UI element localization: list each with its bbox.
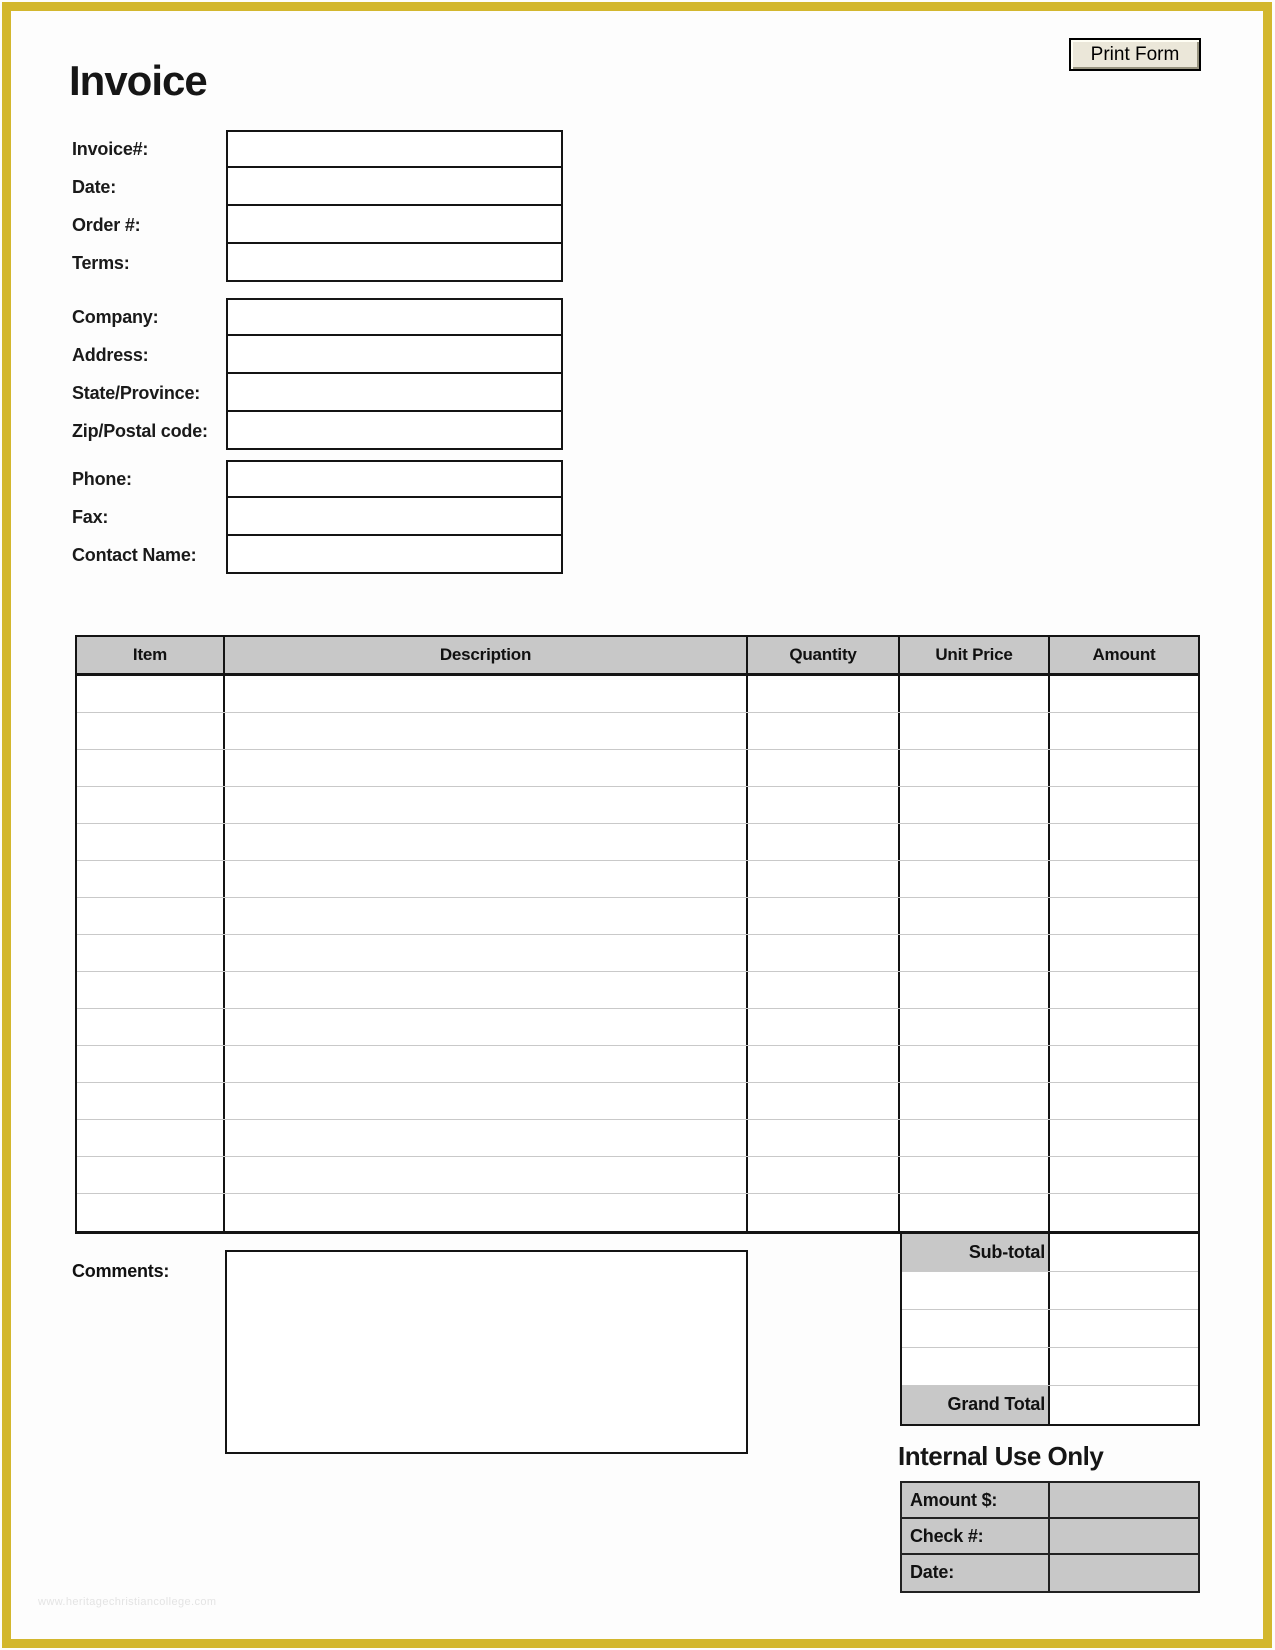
quantity-cell[interactable]	[748, 1157, 900, 1193]
amount-cell[interactable]	[1050, 1046, 1198, 1082]
date-label: Date:	[902, 1555, 1050, 1591]
quantity-cell[interactable]	[748, 898, 900, 934]
page-title: Invoice	[69, 57, 207, 104]
description-cell[interactable]	[225, 1009, 748, 1045]
table-row	[77, 676, 1198, 713]
description-cell[interactable]	[225, 1083, 748, 1119]
unit-price-header: Unit Price	[900, 637, 1050, 673]
amount-header: Amount	[1092, 645, 1156, 664]
amount-cell[interactable]	[1050, 1120, 1198, 1156]
invoice-input[interactable]	[226, 130, 563, 168]
table-row	[77, 1194, 1198, 1231]
state-province-row	[72, 374, 563, 412]
quantity-cell[interactable]	[748, 1046, 900, 1082]
items-table-body	[77, 676, 1198, 1231]
unit-price-cell[interactable]	[900, 1194, 1050, 1231]
description-cell[interactable]	[225, 787, 748, 823]
item-cell[interactable]	[77, 824, 225, 860]
item-cell[interactable]	[77, 713, 225, 749]
totals-block	[900, 1234, 1200, 1426]
table-row	[77, 972, 1198, 1009]
quantity-cell[interactable]	[748, 1083, 900, 1119]
table-row	[77, 787, 1198, 824]
totals-spacer-value-cell[interactable]	[1050, 1348, 1198, 1385]
quantity-cell[interactable]	[748, 750, 900, 786]
description-cell[interactable]	[225, 713, 748, 749]
table-row	[77, 935, 1198, 972]
quantity-cell[interactable]	[748, 1120, 900, 1156]
unit-price-cell[interactable]	[900, 750, 1050, 786]
item-header: Item	[77, 637, 225, 673]
item-cell[interactable]	[77, 676, 225, 712]
quantity-cell[interactable]	[748, 861, 900, 897]
grand-total-value-cell[interactable]	[1050, 1386, 1198, 1424]
totals-spacer-cell	[902, 1310, 1050, 1347]
unit-price-cell[interactable]	[900, 1009, 1050, 1045]
contact-name-row	[72, 536, 563, 574]
date-value-cell[interactable]	[1050, 1555, 1198, 1591]
internal-use-heading: Internal Use Only	[898, 1441, 1104, 1471]
terms-label: Terms:	[72, 253, 130, 273]
contact-name-label: Contact Name:	[72, 545, 197, 565]
description-cell[interactable]	[225, 1046, 748, 1082]
quantity-cell[interactable]	[748, 824, 900, 860]
order-row	[72, 206, 563, 244]
unit-price-cell[interactable]	[900, 1083, 1050, 1119]
table-row	[77, 1083, 1198, 1120]
field-group-2	[72, 460, 563, 574]
invoice-row	[72, 130, 563, 168]
unit-price-cell[interactable]	[900, 824, 1050, 860]
amount-row	[902, 1483, 1198, 1519]
check-value-cell[interactable]	[1050, 1519, 1198, 1553]
company-label: Company:	[72, 307, 159, 327]
totals-spacer-value-cell[interactable]	[1050, 1310, 1198, 1347]
item-cell[interactable]	[77, 972, 225, 1008]
fax-row	[72, 498, 563, 536]
quantity-cell[interactable]	[748, 972, 900, 1008]
quantity-cell[interactable]	[748, 935, 900, 971]
amount-cell[interactable]	[1050, 713, 1198, 749]
amount-cell[interactable]	[1050, 861, 1198, 897]
field-group-1	[72, 298, 563, 450]
order-input[interactable]	[226, 206, 563, 244]
description-cell[interactable]	[225, 1120, 748, 1156]
amount-cell[interactable]	[1050, 824, 1198, 860]
description-header: Description	[225, 637, 748, 673]
quantity-cell[interactable]	[748, 1194, 900, 1231]
description-cell[interactable]	[225, 1157, 748, 1193]
field-group-0	[72, 130, 563, 282]
table-row	[77, 1157, 1198, 1194]
check-row	[902, 1519, 1198, 1555]
quantity-cell[interactable]	[748, 676, 900, 712]
amount-label: Amount $:	[902, 1483, 1050, 1517]
description-cell[interactable]	[225, 898, 748, 934]
date-row	[72, 168, 563, 206]
table-row	[77, 824, 1198, 861]
sub-total-label-cell: Sub-total	[902, 1234, 1050, 1271]
table-row	[77, 898, 1198, 935]
item-cell[interactable]	[77, 861, 225, 897]
unit-price-cell[interactable]	[900, 861, 1050, 897]
state-province-input[interactable]	[226, 374, 563, 412]
amount-cell[interactable]	[1050, 750, 1198, 786]
table-row	[77, 1120, 1198, 1157]
item-cell[interactable]	[77, 1009, 225, 1045]
totals-spacer-row	[902, 1348, 1198, 1386]
print-form-button[interactable]: Print Form	[1069, 38, 1201, 71]
table-row	[77, 1046, 1198, 1083]
table-row	[77, 1009, 1198, 1046]
phone-label: Phone:	[72, 469, 132, 489]
unit-price-cell[interactable]	[900, 713, 1050, 749]
date-row	[902, 1555, 1198, 1591]
item-cell[interactable]	[77, 1046, 225, 1082]
phone-input[interactable]	[226, 460, 563, 498]
zip-postal-code-row	[72, 412, 563, 450]
item-cell[interactable]	[77, 1157, 225, 1193]
table-row	[77, 861, 1198, 898]
description-cell[interactable]	[225, 676, 748, 712]
quantity-cell[interactable]	[748, 713, 900, 749]
contact-name-input[interactable]	[226, 536, 563, 574]
amount-cell[interactable]	[1050, 1083, 1198, 1119]
address-label: Address:	[72, 345, 149, 365]
description-cell[interactable]	[225, 935, 748, 971]
state-province-label: State/Province:	[72, 383, 201, 403]
item-cell[interactable]	[77, 1083, 225, 1119]
comments-label: Comments:	[72, 1261, 170, 1281]
phone-row	[72, 460, 563, 498]
totals-spacer-cell	[902, 1348, 1050, 1385]
description-cell[interactable]	[225, 750, 748, 786]
item-cell[interactable]	[77, 1120, 225, 1156]
description-cell[interactable]	[225, 861, 748, 897]
check-label: Check #:	[902, 1519, 1050, 1553]
description-cell[interactable]	[225, 824, 748, 860]
totals-spacer-row	[902, 1310, 1198, 1348]
quantity-cell[interactable]	[748, 787, 900, 823]
unit-price-cell[interactable]	[900, 1046, 1050, 1082]
item-cell[interactable]	[77, 1194, 225, 1231]
grand-total-label-cell: Grand Total	[902, 1386, 1050, 1424]
address-input[interactable]	[226, 336, 563, 374]
fax-label: Fax:	[72, 507, 109, 527]
items-table-header	[77, 637, 1198, 676]
date-input[interactable]	[226, 168, 563, 206]
table-row	[77, 713, 1198, 750]
company-input[interactable]	[226, 298, 563, 336]
item-cell[interactable]	[77, 750, 225, 786]
zip-postal-code-input[interactable]	[226, 412, 563, 450]
terms-input[interactable]	[226, 244, 563, 282]
item-cell[interactable]	[77, 935, 225, 971]
amount-cell[interactable]	[1050, 935, 1198, 971]
unit-price-cell[interactable]	[900, 898, 1050, 934]
internal-use-table	[900, 1481, 1200, 1593]
totals-spacer-row	[902, 1272, 1198, 1310]
items-table	[75, 635, 1200, 1234]
amount-value-cell[interactable]	[1050, 1483, 1198, 1517]
amount-cell[interactable]	[1050, 676, 1198, 712]
unit-price-cell[interactable]	[900, 676, 1050, 712]
amount-cell[interactable]	[1050, 898, 1198, 934]
unit-price-cell[interactable]	[900, 935, 1050, 971]
fax-input[interactable]	[226, 498, 563, 536]
date-label: Date:	[72, 177, 117, 197]
watermark-text: www.heritagechristiancollege.com	[38, 1596, 217, 1608]
grand-total-row	[902, 1386, 1198, 1424]
sub-total-value-cell[interactable]	[1050, 1234, 1198, 1271]
table-row	[77, 750, 1198, 787]
amount-cell[interactable]	[1050, 1009, 1198, 1045]
unit-price-cell[interactable]	[900, 1120, 1050, 1156]
sub-total-row	[902, 1234, 1198, 1272]
zip-postal-code-label: Zip/Postal code:	[72, 421, 208, 441]
item-cell[interactable]	[77, 898, 225, 934]
order-label: Order #:	[72, 215, 141, 235]
description-cell[interactable]	[225, 1194, 748, 1231]
invoice-label: Invoice#:	[72, 139, 149, 159]
terms-row	[72, 244, 563, 282]
description-cell[interactable]	[225, 972, 748, 1008]
address-row	[72, 336, 563, 374]
comments-input[interactable]	[225, 1250, 748, 1454]
amount-cell[interactable]	[1050, 787, 1198, 823]
amount-cell[interactable]	[1050, 1157, 1198, 1193]
unit-price-cell[interactable]	[900, 787, 1050, 823]
unit-price-cell[interactable]	[900, 1157, 1050, 1193]
amount-cell[interactable]	[1050, 1194, 1198, 1231]
amount-cell[interactable]	[1050, 972, 1198, 1008]
totals-spacer-value-cell[interactable]	[1050, 1272, 1198, 1309]
company-row	[72, 298, 563, 336]
quantity-cell[interactable]	[748, 1009, 900, 1045]
totals-spacer-cell	[902, 1272, 1050, 1309]
quantity-header: Quantity	[748, 637, 900, 673]
unit-price-cell[interactable]	[900, 972, 1050, 1008]
item-cell[interactable]	[77, 787, 225, 823]
